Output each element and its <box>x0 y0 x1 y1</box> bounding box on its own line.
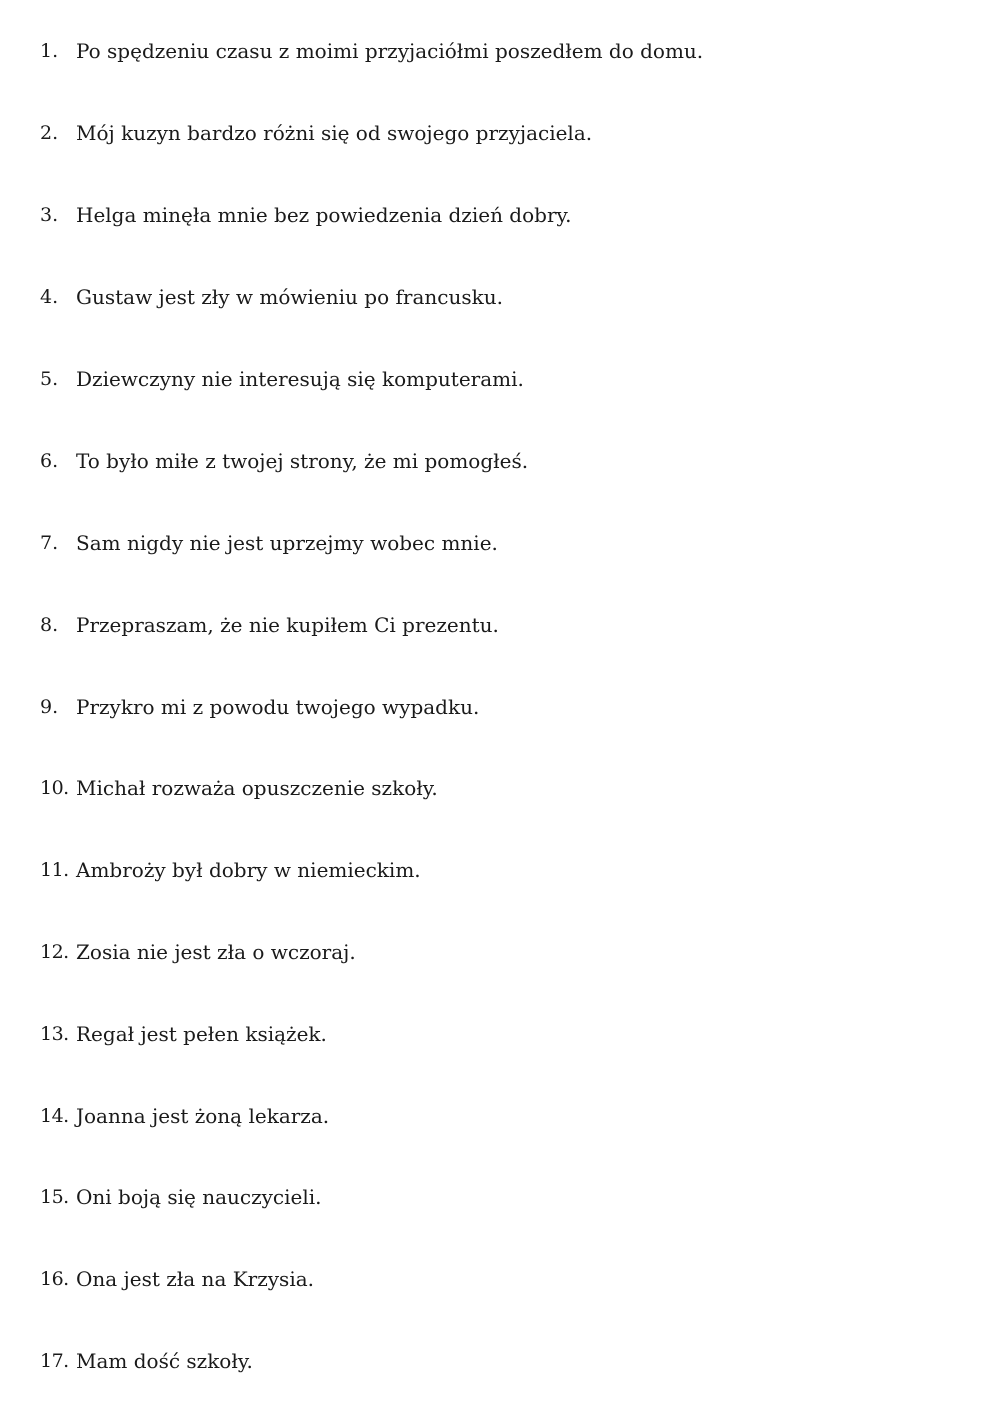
item-number: 1. <box>40 40 59 62</box>
item-text: Sam nigdy nie jest uprzejmy wobec mnie. <box>76 531 498 555</box>
list-item <box>40 282 503 312</box>
list-item <box>40 1182 322 1212</box>
item-text: Oni boją się nauczycieli. <box>76 1185 322 1209</box>
item-number: 9. <box>40 696 59 718</box>
item-number: 14. <box>40 1105 69 1127</box>
item-number: 7. <box>40 532 59 554</box>
list-item <box>40 446 528 476</box>
list-item <box>40 692 479 722</box>
list-item <box>40 364 524 394</box>
item-text: Ambroży był dobry w niemieckim. <box>76 858 421 882</box>
item-text: To było miłe z twojej strony, że mi pomogłeś. <box>76 449 529 473</box>
list-item <box>40 200 572 230</box>
item-number: 4. <box>40 286 59 308</box>
list-item <box>40 773 438 803</box>
list-item <box>40 1346 253 1376</box>
item-text: Regał jest pełen książek. <box>76 1022 327 1046</box>
item-text: Mój kuzyn bardzo różni się od swojego przyjaciela. <box>76 121 593 145</box>
item-text: Przepraszam, że nie kupiłem Ci prezentu. <box>76 613 499 637</box>
item-text: Dziewczyny nie interesują się komputerami. <box>76 367 524 391</box>
item-number: 10. <box>40 777 69 799</box>
item-number: 12. <box>40 941 69 963</box>
item-number: 8. <box>40 614 59 636</box>
item-text: Joanna jest żoną lekarza. <box>76 1104 330 1128</box>
item-number: 5. <box>40 368 59 390</box>
item-number: 15. <box>40 1186 69 1208</box>
item-number: 16. <box>40 1268 69 1290</box>
item-number: 3. <box>40 204 59 226</box>
item-text: Po spędzeniu czasu z moimi przyjaciółmi poszedłem do domu. <box>76 39 704 63</box>
list-item <box>40 937 356 967</box>
list-item <box>40 1019 327 1049</box>
item-text: Zosia nie jest zła o wczoraj. <box>76 940 356 964</box>
item-text: Ona jest zła na Krzysia. <box>76 1267 314 1291</box>
item-text: Gustaw jest zły w mówieniu po francusku. <box>76 285 503 309</box>
item-text: Mam dość szkoły. <box>76 1349 253 1373</box>
item-number: 11. <box>40 859 69 881</box>
item-number: 17. <box>40 1350 69 1372</box>
list-item <box>40 118 592 148</box>
list-item <box>40 528 498 558</box>
item-text: Helga minęła mnie bez powiedzenia dzień dobry. <box>76 203 572 227</box>
list-item <box>40 36 703 66</box>
item-text: Michał rozważa opuszczenie szkoły. <box>76 776 438 800</box>
item-text: Przykro mi z powodu twojego wypadku. <box>76 695 480 719</box>
item-number: 13. <box>40 1023 69 1045</box>
item-number: 2. <box>40 122 59 144</box>
item-number: 6. <box>40 450 59 472</box>
list-item <box>40 855 421 885</box>
list-item <box>40 1264 314 1294</box>
list-item <box>40 1101 329 1131</box>
list-item <box>40 610 499 640</box>
